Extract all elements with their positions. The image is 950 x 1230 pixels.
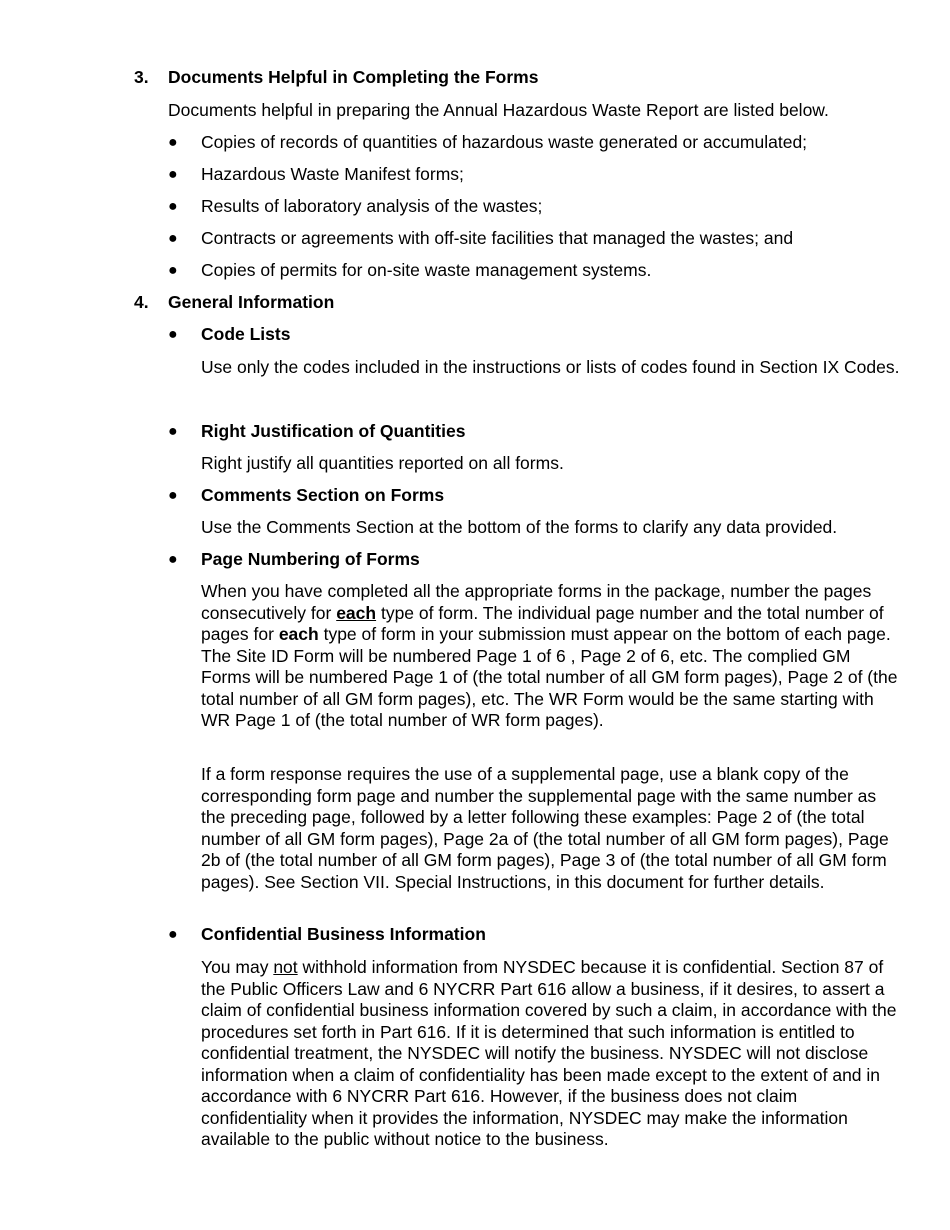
bullet-icon: ● bbox=[168, 134, 178, 151]
section-3-intro: Documents helpful in preparing the Annual Hazardous Waste Report are listed below. bbox=[168, 100, 829, 120]
emphasis-each-bold: each bbox=[278, 624, 319, 644]
subsection-title: Right Justification of Quantities bbox=[201, 421, 466, 441]
list-item-text: Hazardous Waste Manifest forms; bbox=[201, 164, 464, 184]
bullet-icon: ● bbox=[168, 423, 178, 440]
paragraph-text: withhold information from NYSDEC because it is confidential. Section 87 of the Public Officers Law and 6 NYCRR Part 616 allow a business, if it desires, to assert a claim of confidential business information covered by such a claim, in accordance with the procedures set forth in Part 616. If it is determined that such information is entitled to confidential treatment, the NYSDEC will notify the business. NYSDEC will not disclose information when a claim of confidentiality has been made except to the extent of and in accordance with 6 NYCRR Part 616. However, if the business does not claim confidentiality when it provides the information, NYSDEC may make the information available to the public without notice to the business. bbox=[201, 957, 897, 1149]
paragraph-text: type of form. The individual page number and the total number of pages for bbox=[201, 602, 884, 644]
list-item-text: Copies of records of quantities of hazardous waste generated or accumulated; bbox=[201, 132, 808, 152]
list-item-text: Copies of permits for on-site waste management systems. bbox=[201, 260, 652, 280]
subsection-title: Code Lists bbox=[201, 324, 291, 344]
paragraph-text: When you have completed all the appropriate forms in the package, number the pages consecutively for bbox=[201, 581, 872, 623]
bullet-icon: ● bbox=[168, 198, 178, 215]
right-justification-body: Right justify all quantities reported on all forms. bbox=[201, 453, 564, 473]
bullet-icon: ● bbox=[168, 926, 178, 943]
bullet-icon: ● bbox=[168, 487, 178, 504]
section-number: 3. bbox=[134, 67, 149, 87]
emphasis-not-underlined: not bbox=[273, 957, 298, 977]
page-numbering-paragraph-1 bbox=[201, 581, 901, 732]
bullet-icon: ● bbox=[168, 262, 178, 279]
section-title: Documents Helpful in Completing the Forms bbox=[168, 67, 539, 87]
emphasis-each-underlined: each bbox=[336, 602, 377, 623]
subsection-title: Comments Section on Forms bbox=[201, 485, 445, 505]
paragraph-text: You may bbox=[201, 957, 274, 977]
paragraph-text: type of form in your submission must appear on the bottom of each page. The Site ID Form will be numbered Page 1 of 6 , Page 2 of 6, etc. The complied GM Forms will be numbered Page 1 of (the total number of all GM form pages), Page 2 of (the total number of all GM form pages), etc. The WR Form would be the same starting with WR Page 1 of (the total number of WR form pages). bbox=[201, 624, 898, 730]
bullet-icon: ● bbox=[168, 230, 178, 247]
confidential-paragraph bbox=[201, 957, 901, 1151]
section-title: General Information bbox=[168, 292, 335, 312]
page-numbering-paragraph-2: If a form response requires the use of a supplemental page, use a blank copy of the corresponding form page and number the supplemental page with the same number as the preceding page, followed by a letter following these examples: Page 2 of (the total number of all GM form pages), Page 2a of (the total number of all GM form pages), Page 2b of (the total number of all GM form pages), Page 3 of (the total number of all GM form pages). See Section VII. Special Instructions, in this document for further details. bbox=[201, 764, 889, 892]
code-lists-body: Use only the codes included in the instructions or lists of codes found in Section IX Codes. bbox=[201, 357, 900, 377]
bullet-icon: ● bbox=[168, 551, 178, 568]
bullet-icon: ● bbox=[168, 326, 178, 343]
section-number: 4. bbox=[134, 292, 149, 312]
bullet-icon: ● bbox=[168, 166, 178, 183]
subsection-title: Page Numbering of Forms bbox=[201, 549, 420, 569]
list-item-text: Results of laboratory analysis of the wastes; bbox=[201, 196, 543, 216]
subsection-title: Confidential Business Information bbox=[201, 924, 486, 944]
list-item-text: Contracts or agreements with off-site facilities that managed the wastes; and bbox=[201, 228, 794, 248]
comments-body: Use the Comments Section at the bottom of the forms to clarify any data provided. bbox=[201, 517, 838, 537]
